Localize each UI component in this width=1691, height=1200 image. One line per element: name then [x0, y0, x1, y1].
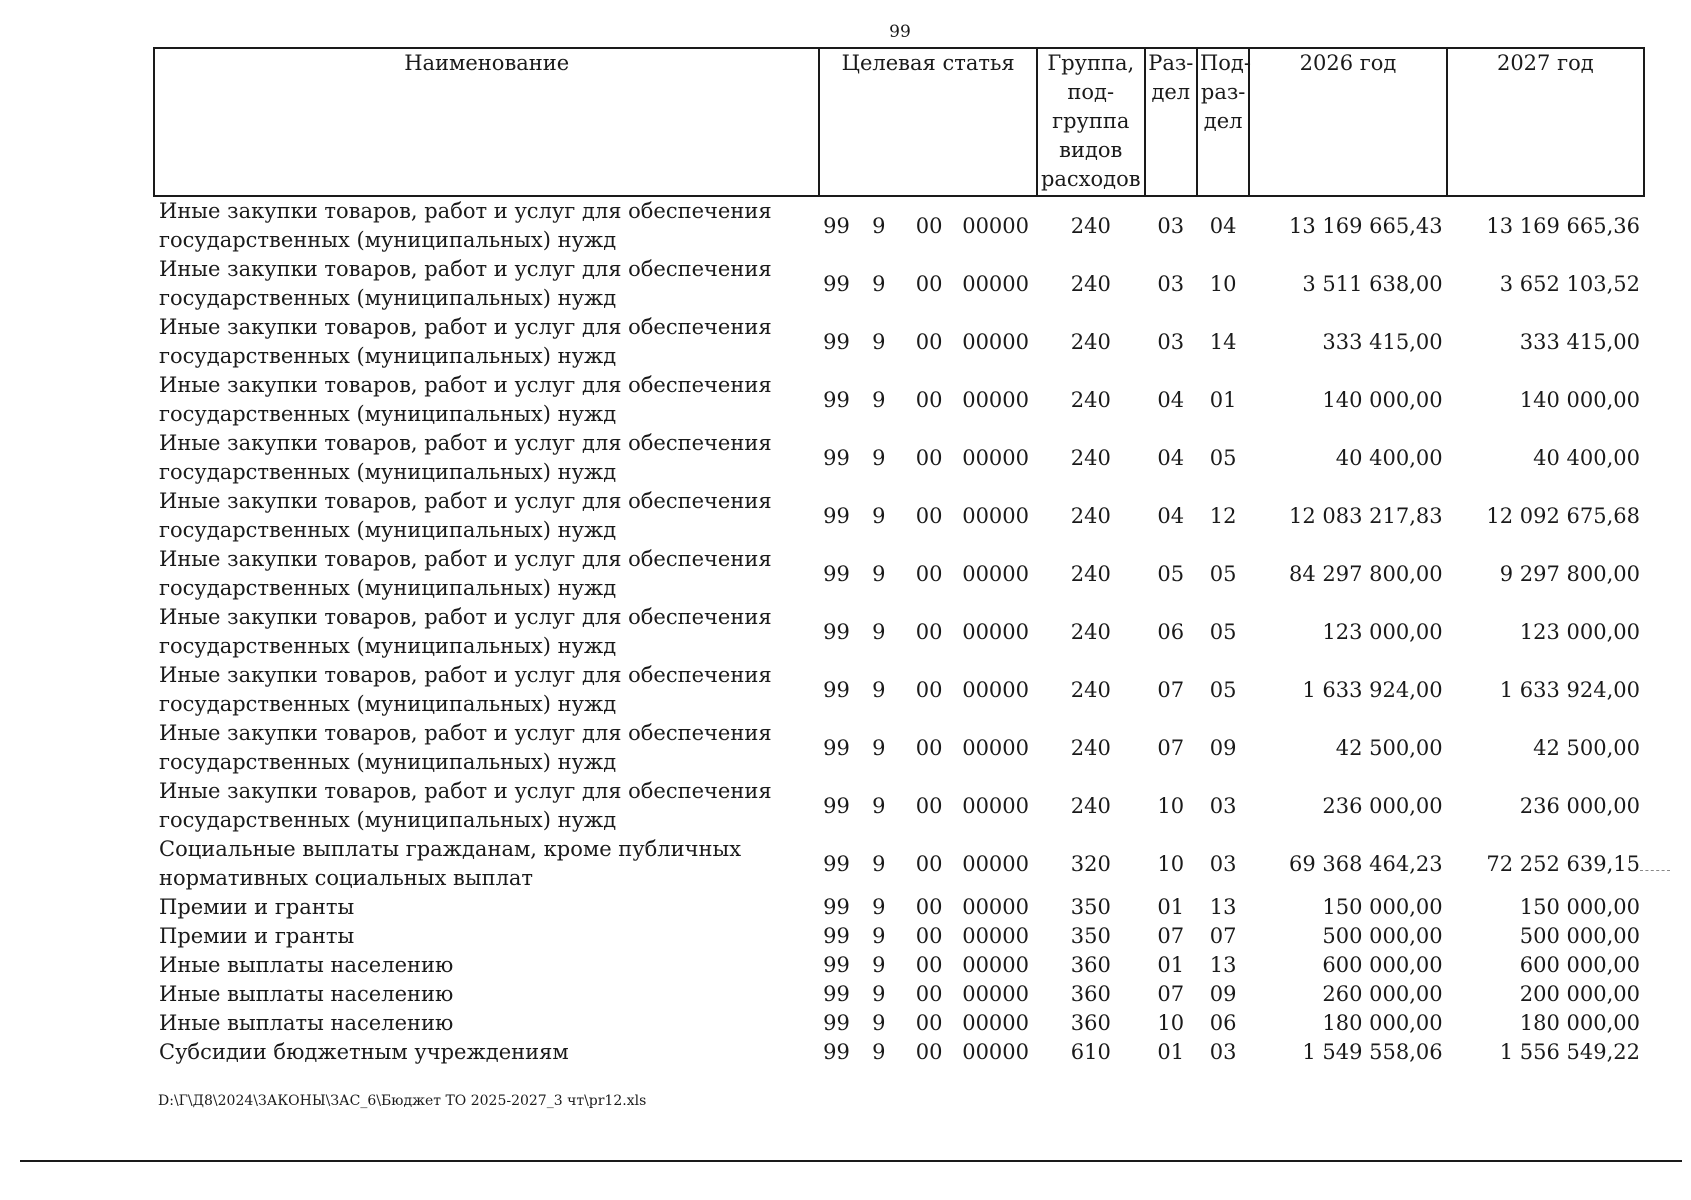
row-section: 10	[1157, 1011, 1185, 1035]
header-target-article: Целевая статья	[819, 48, 1036, 196]
stray-dash-mark	[1640, 870, 1670, 871]
row-code-number: 00000	[962, 677, 1030, 702]
row-subsection: 09	[1209, 982, 1237, 1006]
row-code-direction: 00	[915, 793, 943, 818]
row-amount-2026: 180 000,00	[1322, 1011, 1443, 1035]
row-code-number: 00000	[962, 213, 1030, 238]
table-row	[154, 313, 1644, 371]
header-year-2027: 2027 год	[1447, 48, 1644, 196]
row-code-direction: 00	[915, 271, 943, 296]
row-code-number: 00000	[962, 329, 1030, 354]
row-code-number: 00000	[962, 735, 1030, 760]
row-section: 07	[1157, 982, 1185, 1006]
row-code-subprogram: 9	[872, 735, 886, 760]
table-row	[154, 1038, 1644, 1067]
row-code-direction: 00	[915, 503, 943, 528]
row-subsection: 05	[1209, 677, 1237, 702]
row-amount-2026: 260 000,00	[1322, 982, 1443, 1006]
row-expense-group: 240	[1070, 735, 1111, 760]
row-subsection: 01	[1209, 387, 1237, 412]
row-code-subprogram: 9	[872, 982, 886, 1006]
row-section: 06	[1157, 619, 1185, 644]
row-code-number: 00000	[962, 619, 1030, 644]
table-row	[154, 922, 1644, 951]
budget-table	[153, 47, 1645, 1067]
header-year-2026: 2026 год	[1249, 48, 1446, 196]
row-subsection: 10	[1209, 271, 1237, 296]
row-code-program: 99	[823, 677, 850, 702]
row-amount-2027: 333 415,00	[1519, 329, 1640, 354]
row-code-program: 99	[823, 982, 850, 1006]
row-amount-2026: 84 297 800,00	[1288, 561, 1443, 586]
row-expense-group: 240	[1070, 793, 1111, 818]
row-section: 01	[1157, 953, 1185, 977]
row-code-program: 99	[823, 619, 850, 644]
row-code-number: 00000	[962, 793, 1030, 818]
row-code-subprogram: 9	[872, 329, 886, 354]
row-subsection: 07	[1209, 924, 1237, 948]
row-code-direction: 00	[915, 1011, 943, 1035]
row-amount-2026: 42 500,00	[1335, 735, 1443, 760]
table-row	[154, 429, 1644, 487]
table-row	[154, 1009, 1644, 1038]
row-amount-2027: 600 000,00	[1519, 953, 1640, 977]
row-code-subprogram: 9	[872, 953, 886, 977]
row-name: Премии и гранты	[159, 895, 355, 919]
table-body	[154, 196, 1644, 1067]
row-amount-2027: 42 500,00	[1533, 735, 1640, 760]
row-code-subprogram: 9	[872, 895, 886, 919]
row-code-program: 99	[823, 953, 850, 977]
row-subsection: 09	[1209, 735, 1237, 760]
row-code-number: 00000	[962, 1040, 1030, 1064]
row-code-subprogram: 9	[872, 851, 886, 876]
row-code-program: 99	[823, 213, 850, 238]
row-section: 05	[1157, 561, 1185, 586]
row-subsection: 06	[1209, 1011, 1237, 1035]
row-code-subprogram: 9	[872, 503, 886, 528]
row-amount-2026: 500 000,00	[1322, 924, 1443, 948]
row-code-direction: 00	[915, 953, 943, 977]
row-code-direction: 00	[915, 445, 943, 470]
row-section: 01	[1157, 895, 1185, 919]
row-amount-2027: 13 169 665,36	[1486, 213, 1640, 238]
row-amount-2026: 123 000,00	[1322, 619, 1443, 644]
row-section: 07	[1157, 735, 1185, 760]
table-row	[154, 661, 1644, 719]
row-code-program: 99	[823, 329, 850, 354]
row-code-subprogram: 9	[872, 793, 886, 818]
row-code-program: 99	[823, 445, 850, 470]
row-name: Иные закупки товаров, работ и услуг для обеспечения государственных (муниципальных) нужд	[159, 489, 772, 542]
row-amount-2026: 12 083 217,83	[1288, 503, 1443, 528]
row-amount-2027: 200 000,00	[1519, 982, 1640, 1006]
row-amount-2027: 236 000,00	[1519, 793, 1640, 818]
row-section: 03	[1157, 271, 1185, 296]
row-code-number: 00000	[962, 271, 1030, 296]
row-expense-group: 610	[1070, 1040, 1111, 1064]
row-name: Иные выплаты населению	[159, 953, 454, 977]
row-expense-group: 360	[1070, 1011, 1111, 1035]
row-code-program: 99	[823, 387, 850, 412]
row-code-direction: 00	[915, 851, 943, 876]
row-code-number: 00000	[962, 445, 1030, 470]
row-code-number: 00000	[962, 982, 1030, 1006]
row-expense-group: 240	[1070, 677, 1111, 702]
row-amount-2026: 1 549 558,06	[1302, 1040, 1443, 1064]
table-row	[154, 777, 1644, 835]
row-code-subprogram: 9	[872, 1011, 886, 1035]
row-subsection: 03	[1209, 1040, 1237, 1064]
row-amount-2026: 13 169 665,43	[1288, 213, 1443, 238]
row-code-program: 99	[823, 561, 850, 586]
header-group: Группа, под- группа видов расходов	[1037, 48, 1145, 196]
row-name: Иные закупки товаров, работ и услуг для обеспечения государственных (муниципальных) нужд	[159, 663, 772, 716]
row-subsection: 04	[1209, 213, 1237, 238]
row-amount-2026: 40 400,00	[1335, 445, 1443, 470]
row-subsection: 13	[1209, 953, 1237, 977]
row-amount-2027: 3 652 103,52	[1499, 271, 1640, 296]
row-code-number: 00000	[962, 895, 1030, 919]
row-code-number: 00000	[962, 1011, 1030, 1035]
header-subsection: Под- раз- дел	[1197, 48, 1249, 196]
row-section: 04	[1157, 445, 1185, 470]
row-code-direction: 00	[915, 213, 943, 238]
row-section: 10	[1157, 793, 1185, 818]
header-name: Наименование	[154, 48, 819, 196]
row-name: Иные закупки товаров, работ и услуг для обеспечения государственных (муниципальных) нужд	[159, 199, 772, 252]
row-expense-group: 240	[1070, 271, 1111, 296]
table-row	[154, 255, 1644, 313]
row-section: 04	[1157, 503, 1185, 528]
table-row	[154, 545, 1644, 603]
row-amount-2027: 180 000,00	[1519, 1011, 1640, 1035]
row-expense-group: 240	[1070, 329, 1111, 354]
row-section: 01	[1157, 1040, 1185, 1064]
row-subsection: 03	[1209, 793, 1237, 818]
row-code-number: 00000	[962, 561, 1030, 586]
bottom-rule	[20, 1160, 1682, 1162]
row-amount-2027: 140 000,00	[1519, 387, 1640, 412]
row-name: Иные закупки товаров, работ и услуг для обеспечения государственных (муниципальных) нужд	[159, 431, 772, 484]
header-section: Раз- дел	[1145, 48, 1197, 196]
row-code-program: 99	[823, 851, 850, 876]
row-code-subprogram: 9	[872, 561, 886, 586]
row-amount-2026: 150 000,00	[1322, 895, 1443, 919]
row-section: 03	[1157, 213, 1185, 238]
row-expense-group: 240	[1070, 561, 1111, 586]
row-code-program: 99	[823, 1040, 850, 1064]
row-amount-2026: 3 511 638,00	[1302, 271, 1443, 296]
row-code-subprogram: 9	[872, 924, 886, 948]
row-amount-2026: 69 368 464,23	[1288, 851, 1443, 876]
row-amount-2027: 40 400,00	[1533, 445, 1640, 470]
table-row	[154, 487, 1644, 545]
row-amount-2027: 1 556 549,22	[1499, 1040, 1640, 1064]
row-code-program: 99	[823, 1011, 850, 1035]
row-subsection: 14	[1209, 329, 1237, 354]
row-code-program: 99	[823, 924, 850, 948]
row-amount-2027: 12 092 675,68	[1486, 503, 1640, 528]
row-section: 07	[1157, 924, 1185, 948]
row-amount-2027: 150 000,00	[1519, 895, 1640, 919]
row-code-number: 00000	[962, 953, 1030, 977]
table-row	[154, 371, 1644, 429]
table-row	[154, 835, 1644, 893]
row-code-program: 99	[823, 271, 850, 296]
row-code-program: 99	[823, 895, 850, 919]
row-code-direction: 00	[915, 619, 943, 644]
row-code-subprogram: 9	[872, 445, 886, 470]
row-expense-group: 240	[1070, 445, 1111, 470]
row-name: Иные закупки товаров, работ и услуг для обеспечения государственных (муниципальных) нужд	[159, 779, 772, 832]
row-section: 03	[1157, 329, 1185, 354]
row-code-number: 00000	[962, 503, 1030, 528]
row-code-direction: 00	[915, 387, 943, 412]
row-subsection: 13	[1209, 895, 1237, 919]
row-code-direction: 00	[915, 895, 943, 919]
table-row	[154, 196, 1644, 255]
row-amount-2026: 600 000,00	[1322, 953, 1443, 977]
page-number: 99	[889, 22, 911, 42]
row-amount-2027: 1 633 924,00	[1499, 677, 1640, 702]
row-name: Иные выплаты населению	[159, 1011, 454, 1035]
row-subsection: 05	[1209, 445, 1237, 470]
row-code-program: 99	[823, 793, 850, 818]
footer-file-path: D:\Г\Д8\2024\ЗАКОНЫ\ЗАС_6\Бюджет ТО 2025-2027_3 чт\pr12.xls	[158, 1093, 647, 1109]
row-amount-2026: 1 633 924,00	[1302, 677, 1443, 702]
row-subsection: 03	[1209, 851, 1237, 876]
row-expense-group: 360	[1070, 953, 1111, 977]
row-subsection: 05	[1209, 561, 1237, 586]
row-code-subprogram: 9	[872, 1040, 886, 1064]
row-subsection: 05	[1209, 619, 1237, 644]
row-name: Субсидии бюджетным учреждениям	[159, 1040, 569, 1064]
row-section: 07	[1157, 677, 1185, 702]
row-expense-group: 360	[1070, 982, 1111, 1006]
row-amount-2027: 9 297 800,00	[1499, 561, 1640, 586]
row-code-number: 00000	[962, 924, 1030, 948]
row-amount-2027: 72 252 639,15	[1486, 851, 1640, 876]
row-code-subprogram: 9	[872, 677, 886, 702]
row-amount-2026: 333 415,00	[1322, 329, 1443, 354]
row-code-direction: 00	[915, 735, 943, 760]
row-expense-group: 350	[1070, 924, 1111, 948]
row-expense-group: 240	[1070, 503, 1111, 528]
row-code-number: 00000	[962, 387, 1030, 412]
row-expense-group: 240	[1070, 619, 1111, 644]
row-name: Иные закупки товаров, работ и услуг для обеспечения государственных (муниципальных) нужд	[159, 721, 772, 774]
row-code-subprogram: 9	[872, 213, 886, 238]
row-subsection: 12	[1209, 503, 1237, 528]
row-amount-2027: 123 000,00	[1519, 619, 1640, 644]
row-code-direction: 00	[915, 677, 943, 702]
row-code-direction: 00	[915, 982, 943, 1006]
row-section: 10	[1157, 851, 1185, 876]
row-name: Иные закупки товаров, работ и услуг для обеспечения государственных (муниципальных) нужд	[159, 373, 772, 426]
row-code-program: 99	[823, 735, 850, 760]
row-name: Иные закупки товаров, работ и услуг для обеспечения государственных (муниципальных) нужд	[159, 605, 772, 658]
row-name: Иные закупки товаров, работ и услуг для обеспечения государственных (муниципальных) нужд	[159, 257, 772, 310]
row-code-direction: 00	[915, 1040, 943, 1064]
row-name: Иные выплаты населению	[159, 982, 454, 1006]
row-amount-2026: 236 000,00	[1322, 793, 1443, 818]
row-code-direction: 00	[915, 561, 943, 586]
row-expense-group: 240	[1070, 213, 1111, 238]
table-row	[154, 893, 1644, 922]
row-code-direction: 00	[915, 924, 943, 948]
row-code-direction: 00	[915, 329, 943, 354]
table-header	[154, 48, 1644, 196]
row-expense-group: 240	[1070, 387, 1111, 412]
row-section: 04	[1157, 387, 1185, 412]
row-name: Премии и гранты	[159, 924, 355, 948]
row-code-program: 99	[823, 503, 850, 528]
table-row	[154, 719, 1644, 777]
row-amount-2027: 500 000,00	[1519, 924, 1640, 948]
table-row	[154, 951, 1644, 980]
row-code-subprogram: 9	[872, 619, 886, 644]
row-amount-2026: 140 000,00	[1322, 387, 1443, 412]
row-code-subprogram: 9	[872, 387, 886, 412]
row-code-number: 00000	[962, 851, 1030, 876]
row-code-subprogram: 9	[872, 271, 886, 296]
row-expense-group: 350	[1070, 895, 1111, 919]
table-row	[154, 980, 1644, 1009]
row-name: Иные закупки товаров, работ и услуг для обеспечения государственных (муниципальных) нужд	[159, 547, 772, 600]
row-name: Иные закупки товаров, работ и услуг для обеспечения государственных (муниципальных) нужд	[159, 315, 772, 368]
table-row	[154, 603, 1644, 661]
row-expense-group: 320	[1070, 851, 1111, 876]
row-name: Социальные выплаты гражданам, кроме публичных нормативных социальных выплат	[159, 837, 742, 890]
